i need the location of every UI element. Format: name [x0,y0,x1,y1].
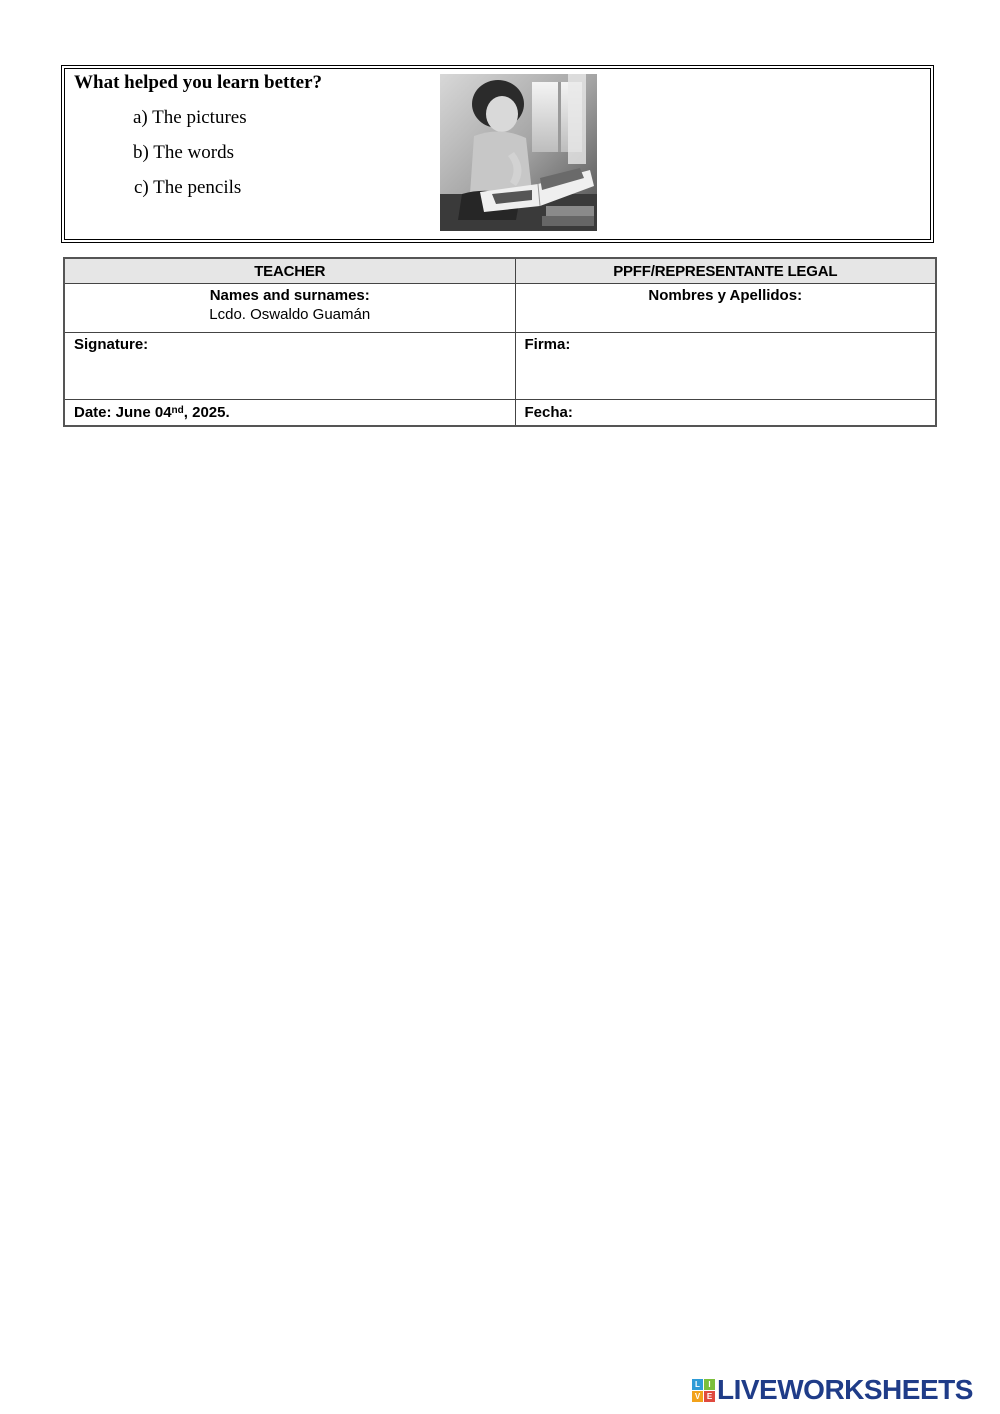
guardian-date-label: Fecha: [524,404,573,421]
guardian-date-cell[interactable] [515,400,936,427]
logo-text: LIVEWORKSHEETS [717,1374,973,1405]
teacher-signature-cell[interactable] [64,333,515,400]
teacher-names-cell [64,284,515,333]
guardian-signature-cell[interactable] [515,333,936,400]
names-row [64,284,936,333]
logo-mark-v: V [692,1391,703,1402]
date-row [64,400,936,427]
guardian-names-cell[interactable] [515,284,936,333]
option-b: b) The words [133,142,234,163]
guardian-signature-label: Firma: [524,336,571,353]
guardian-names-label: Nombres y Apellidos: [648,287,803,304]
teacher-name: Lcdo. Oswaldo Guamán [209,306,371,323]
signature-row [64,333,936,400]
option-a: a) The pictures [133,107,247,128]
teacher-names-label: Names and surnames: [209,287,370,304]
child-reading-illustration [440,74,597,231]
teacher-date-rest: , 2025. [183,404,230,421]
child-reading-photo [440,74,597,231]
logo-mark-l: L [692,1379,703,1390]
logo-mark-e: E [704,1391,715,1402]
logo-mark-i: I [704,1379,715,1390]
signature-table [63,257,937,427]
teacher-date-cell [64,400,515,427]
teacher-signature-label: Signature: [74,336,149,353]
teacher-header: TEACHER [64,258,515,284]
teacher-date-ordinal: nd [171,405,184,416]
question-title: What helped you learn better? [74,72,323,93]
liveworksheets-logo [692,1374,973,1406]
logo-mark-icon [692,1379,715,1402]
guardian-header: PPFF/REPRESENTANTE LEGAL [515,258,936,284]
question-box [64,68,931,240]
teacher-date-prefix: Date: June 04 [74,404,172,421]
option-c: c) The pencils [134,177,242,198]
table-header-row [64,258,936,284]
